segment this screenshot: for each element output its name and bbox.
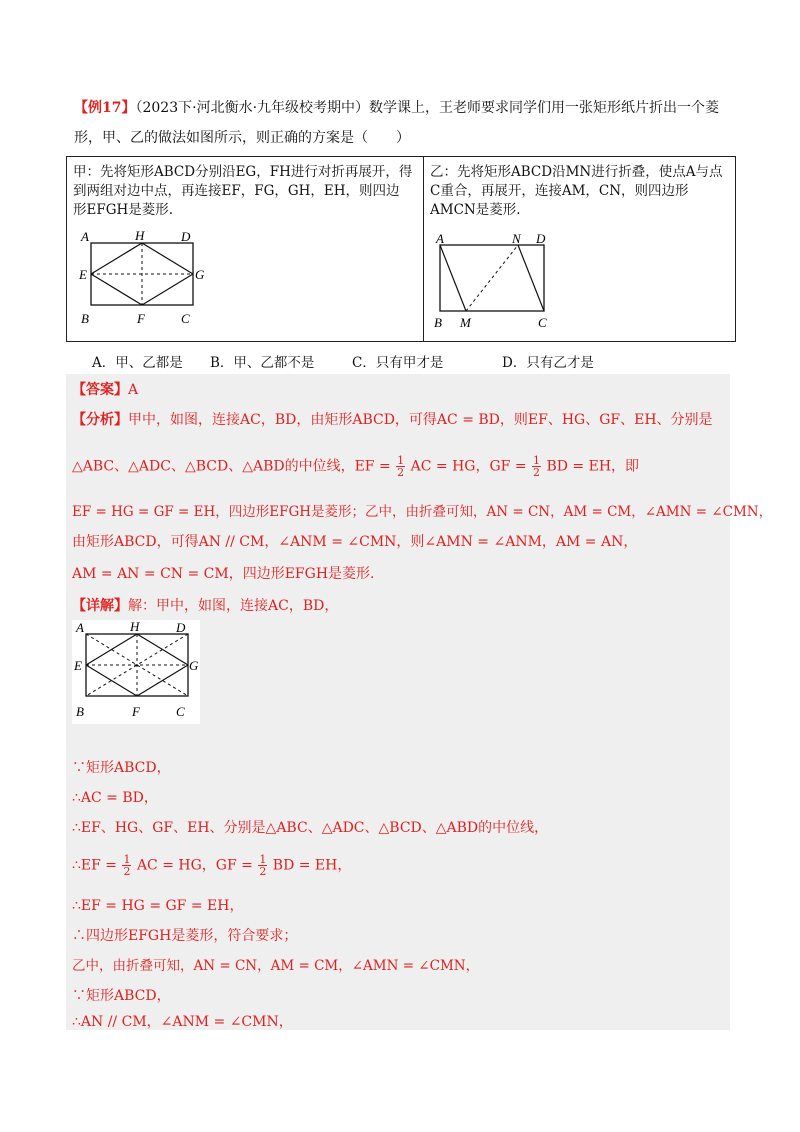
detail-text-4b: AC = HG，GF =: [136, 857, 253, 874]
fraction-half: $\frac{1}{2}$: [123, 853, 131, 878]
detail-text-1: 解：甲中，如图，连接AC，BD，: [128, 598, 339, 614]
question-line-1: [74, 98, 719, 118]
jia-cell: [67, 157, 424, 342]
detail-label-c: C: [176, 704, 185, 719]
detail-step-7: 乙中，由折叠可知，AN = CN，AM = CM，∠AMN = ∠CMN，: [72, 958, 480, 974]
jia-label-g: G: [195, 267, 205, 282]
yi-label-b: B: [434, 315, 442, 330]
detail-step-6: ∴四边形EFGH是菱形，符合要求；: [72, 928, 298, 944]
fraction-half: $\frac{1}{2}$: [259, 853, 267, 878]
detail-step-4: [72, 854, 351, 877]
yi-label-m: M: [460, 315, 471, 330]
detail-step-9: ∴AN // CM，∠ANM = ∠CMN，: [72, 1014, 293, 1030]
analysis-line-1: [72, 410, 713, 430]
detail-tag: 【详解】: [72, 598, 128, 614]
jia-figure: [77, 229, 207, 333]
yi-figure: [426, 229, 556, 333]
jia-label-a: A: [81, 229, 89, 244]
detail-label-h: H: [130, 620, 140, 634]
detail-label-g: G: [189, 658, 199, 673]
yi-label-a: A: [436, 231, 444, 246]
detail-label-b: B: [76, 704, 84, 719]
detail-figure: [72, 620, 200, 724]
detail-step-3: ∴EF、HG、GF、EH、分别是△ABC、△ADC、△BCD、△ABD的中位线，: [72, 820, 549, 836]
option-c[interactable]: C．只有甲才是: [352, 355, 444, 371]
detail-text-4a: ∴EF =: [72, 857, 118, 874]
analysis-tag: 【分析】: [72, 412, 128, 428]
jia-label-d: D: [181, 229, 191, 244]
yi-cell: [424, 157, 736, 342]
question-label: 【例17】: [74, 100, 136, 116]
yi-label-d: D: [536, 231, 546, 246]
fraction-half: $\frac{1}{2}$: [533, 454, 541, 479]
jia-label-f: F: [137, 311, 145, 326]
question-line-2: 形，甲、乙的做法如图所示，则正确的方案是（ ）: [74, 130, 410, 146]
jia-label-c: C: [181, 311, 190, 326]
detail-step-5: ∴EF = HG = GF = EH，: [72, 898, 244, 914]
method-table: [66, 156, 736, 342]
option-b[interactable]: B．甲、乙都不是: [210, 355, 315, 371]
jia-label-h: H: [135, 229, 145, 243]
options-row: [92, 351, 732, 371]
analysis-text-2c: BD = EH，即: [546, 458, 640, 475]
answer-tag: 【答案】: [72, 382, 128, 398]
detail-label-f: F: [132, 704, 140, 719]
option-a[interactable]: A．甲、乙都是: [92, 355, 183, 371]
yi-label-c: C: [538, 315, 547, 330]
jia-label-b: B: [81, 311, 89, 326]
detail-step-1: ∵矩形ABCD，: [72, 760, 171, 776]
detail-label-a: A: [76, 620, 84, 635]
analysis-line-4: 由矩形ABCD，可得AN // CM，∠ANM = ∠CMN，则∠AMN = ∠ANM，AM = AN，: [72, 534, 638, 550]
answer-line: [72, 380, 138, 400]
detail-step-2: ∴AC = BD，: [72, 790, 158, 806]
detail-label-d: D: [176, 620, 186, 635]
yi-label-n: N: [512, 231, 521, 246]
question-source: （2023下·河北衡水·九年级校考期中）: [135, 100, 370, 116]
analysis-text-2b: AC = HG，GF =: [410, 458, 527, 475]
question-text-1: 数学课上，王老师要求同学们用一张矩形纸片折出一个菱: [369, 100, 720, 116]
detail-line-1: [72, 596, 338, 616]
analysis-text-2a: △ABC、△ADC、△BCD、△ABD的中位线，EF =: [72, 458, 391, 475]
analysis-line-3: EF = HG = GF = EH，四边形EFGH是菱形；乙中，由折叠可知，AN = CN，AM = CM，∠AMN = ∠CMN，: [72, 504, 773, 520]
analysis-text-1: 甲中，如图，连接AC，BD，由矩形ABCD，可得AC = BD，则EF、HG、GF、EH、分别是: [128, 412, 713, 428]
answer-value: A: [128, 382, 139, 398]
yi-text: 乙：先将矩形ABCD沿MN进行折叠，使点A与点C重合，再展开，连接AM，CN，则四边形AMCN是菱形.: [430, 164, 723, 218]
detail-step-8: ∵矩形ABCD，: [72, 988, 171, 1004]
option-d[interactable]: D．只有乙才是: [502, 355, 594, 371]
jia-text: 甲：先将矩形ABCD分别沿EG，FH进行对折再展开，得到两组对边中点，再连接EF，FG，GH，EH，则四边形EFGH是菱形.: [73, 164, 413, 218]
analysis-line-5: AM = AN = CN = CM，四边形EFGH是菱形.: [72, 566, 375, 582]
detail-label-e: E: [74, 658, 82, 673]
analysis-line-2: [72, 455, 639, 478]
jia-label-e: E: [79, 267, 87, 282]
fraction-half: $\frac{1}{2}$: [397, 454, 405, 479]
detail-text-4c: BD = EH，: [272, 857, 352, 874]
